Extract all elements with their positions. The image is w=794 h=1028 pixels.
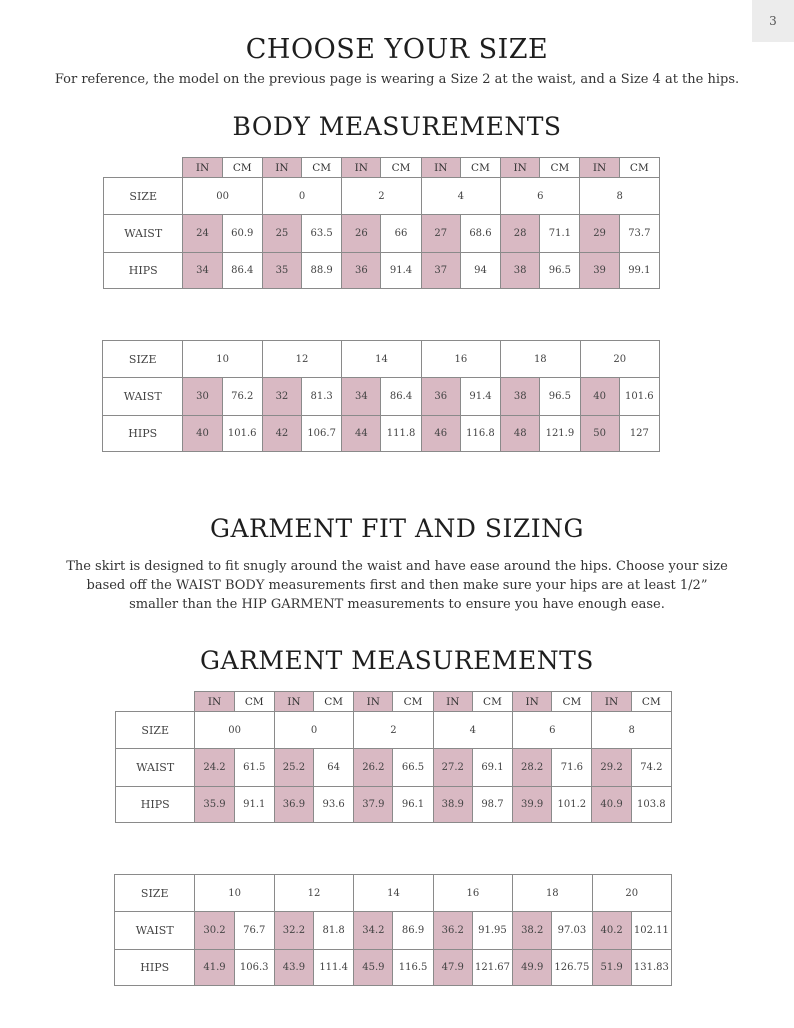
waist-in-value: 29 xyxy=(580,215,619,253)
unit-cm: CM xyxy=(393,692,433,712)
waist-cm-value: 76.2 xyxy=(222,378,262,416)
choose-size-title: CHOOSE YOUR SIZE xyxy=(245,34,549,65)
unit-in: IN xyxy=(513,692,552,712)
hips-label: HIPS xyxy=(104,253,183,289)
hips-in-value: 37 xyxy=(421,253,460,289)
hips-in-value: 35.9 xyxy=(195,787,234,823)
unit-cm: CM xyxy=(381,158,421,178)
size-label: SIZE xyxy=(115,875,195,912)
waist-cm-value: 71.1 xyxy=(540,215,580,253)
size-value: 14 xyxy=(354,875,433,912)
size-value: 2 xyxy=(342,178,421,215)
body-measurements-title: BODY MEASUREMENTS xyxy=(232,112,562,141)
hips-in-value: 39.9 xyxy=(513,787,552,823)
size-value: 00 xyxy=(183,178,262,215)
size-label: SIZE xyxy=(116,712,195,749)
size-value: 6 xyxy=(513,712,592,749)
unit-cm: CM xyxy=(302,158,342,178)
hips-in-value: 37.9 xyxy=(354,787,393,823)
size-value: 12 xyxy=(262,341,341,378)
hips-in-value: 34 xyxy=(183,253,222,289)
waist-cm-value: 63.5 xyxy=(302,215,342,253)
waist-in-value: 28 xyxy=(501,215,540,253)
waist-in-value: 27 xyxy=(421,215,460,253)
hips-cm-value: 111.8 xyxy=(381,416,421,452)
waist-in-value: 38 xyxy=(501,378,540,416)
hips-in-value: 50 xyxy=(580,416,619,452)
waist-cm-value: 101.6 xyxy=(619,378,659,416)
waist-cm-value: 96.5 xyxy=(540,378,580,416)
hips-in-value: 36.9 xyxy=(274,787,313,823)
waist-in-value: 24.2 xyxy=(195,749,234,787)
waist-cm-value: 97.03 xyxy=(552,912,592,950)
waist-cm-value: 64 xyxy=(314,749,354,787)
size-value: 14 xyxy=(342,341,421,378)
waist-in-value: 32 xyxy=(262,378,301,416)
hips-cm-value: 131.83 xyxy=(631,950,671,986)
hips-cm-value: 101.2 xyxy=(552,787,592,823)
waist-cm-value: 66.5 xyxy=(393,749,433,787)
blank-cell xyxy=(116,692,195,712)
waist-cm-value: 71.6 xyxy=(552,749,592,787)
hips-in-value: 35 xyxy=(262,253,301,289)
hips-label: HIPS xyxy=(115,950,195,986)
model-size-note: For reference, the model on the previous page is wearing a Size 2 at the waist, and a Size 4 at the hips. xyxy=(54,72,740,87)
waist-cm-value: 74.2 xyxy=(631,749,671,787)
hips-cm-value: 116.5 xyxy=(393,950,433,986)
waist-cm-value: 91.95 xyxy=(472,912,512,950)
size-value: 8 xyxy=(592,712,672,749)
unit-in: IN xyxy=(262,158,301,178)
waist-label: WAIST xyxy=(103,378,183,416)
hips-in-value: 44 xyxy=(342,416,381,452)
waist-cm-value: 86.9 xyxy=(393,912,433,950)
size-value: 0 xyxy=(262,178,341,215)
hips-cm-value: 91.1 xyxy=(234,787,274,823)
hips-cm-value: 96.5 xyxy=(540,253,580,289)
waist-in-value: 40.2 xyxy=(592,912,631,950)
hips-in-value: 45.9 xyxy=(354,950,393,986)
size-value: 16 xyxy=(433,875,512,912)
size-value: 18 xyxy=(513,875,592,912)
hips-in-value: 49.9 xyxy=(513,950,552,986)
size-value: 20 xyxy=(580,341,659,378)
size-value: 0 xyxy=(274,712,353,749)
waist-in-value: 29.2 xyxy=(592,749,631,787)
unit-in: IN xyxy=(580,158,619,178)
unit-in: IN xyxy=(592,692,631,712)
unit-cm: CM xyxy=(460,158,500,178)
hips-in-value: 48 xyxy=(501,416,540,452)
waist-in-value: 25.2 xyxy=(274,749,313,787)
hips-cm-value: 91.4 xyxy=(381,253,421,289)
hips-cm-value: 86.4 xyxy=(222,253,262,289)
unit-in: IN xyxy=(433,692,472,712)
hips-cm-value: 106.3 xyxy=(234,950,274,986)
blank-cell xyxy=(104,158,183,178)
hips-cm-value: 106.7 xyxy=(302,416,342,452)
hips-in-value: 38 xyxy=(501,253,540,289)
size-value: 4 xyxy=(421,178,500,215)
hips-in-value: 46 xyxy=(421,416,460,452)
waist-in-value: 26 xyxy=(342,215,381,253)
garment-fit-title: GARMENT FIT AND SIZING xyxy=(209,514,585,543)
unit-cm: CM xyxy=(552,692,592,712)
waist-in-value: 26.2 xyxy=(354,749,393,787)
waist-in-value: 38.2 xyxy=(513,912,552,950)
hips-label: HIPS xyxy=(116,787,195,823)
waist-in-value: 36 xyxy=(421,378,460,416)
waist-cm-value: 91.4 xyxy=(460,378,500,416)
size-label: SIZE xyxy=(104,178,183,215)
hips-label: HIPS xyxy=(103,416,183,452)
waist-cm-value: 81.3 xyxy=(302,378,342,416)
waist-in-value: 32.2 xyxy=(274,912,313,950)
hips-in-value: 41.9 xyxy=(195,950,234,986)
hips-cm-value: 111.4 xyxy=(314,950,354,986)
hips-cm-value: 93.6 xyxy=(314,787,354,823)
hips-in-value: 51.9 xyxy=(592,950,631,986)
unit-cm: CM xyxy=(619,158,659,178)
waist-cm-value: 86.4 xyxy=(381,378,421,416)
waist-in-value: 40 xyxy=(580,378,619,416)
size-value: 12 xyxy=(274,875,353,912)
waist-cm-value: 73.7 xyxy=(619,215,659,253)
waist-cm-value: 76.7 xyxy=(234,912,274,950)
hips-cm-value: 127 xyxy=(619,416,659,452)
waist-in-value: 30.2 xyxy=(195,912,234,950)
hips-cm-value: 121.9 xyxy=(540,416,580,452)
waist-in-value: 25 xyxy=(262,215,301,253)
unit-in: IN xyxy=(342,158,381,178)
waist-in-value: 30 xyxy=(183,378,222,416)
hips-cm-value: 116.8 xyxy=(460,416,500,452)
waist-label: WAIST xyxy=(116,749,195,787)
hips-cm-value: 121.67 xyxy=(472,950,512,986)
hips-in-value: 36 xyxy=(342,253,381,289)
waist-in-value: 27.2 xyxy=(433,749,472,787)
unit-in: IN xyxy=(195,692,234,712)
body-table-1 xyxy=(103,157,660,289)
hips-in-value: 42 xyxy=(262,416,301,452)
hips-cm-value: 103.8 xyxy=(631,787,671,823)
hips-cm-value: 98.7 xyxy=(472,787,512,823)
waist-in-value: 24 xyxy=(183,215,222,253)
unit-cm: CM xyxy=(234,692,274,712)
unit-in: IN xyxy=(501,158,540,178)
size-value: 16 xyxy=(421,341,500,378)
body-table-2 xyxy=(102,340,660,452)
size-value: 18 xyxy=(501,341,580,378)
hips-in-value: 47.9 xyxy=(433,950,472,986)
unit-cm: CM xyxy=(314,692,354,712)
hips-in-value: 43.9 xyxy=(274,950,313,986)
hips-cm-value: 94 xyxy=(460,253,500,289)
hips-in-value: 40.9 xyxy=(592,787,631,823)
unit-in: IN xyxy=(421,158,460,178)
unit-in: IN xyxy=(274,692,313,712)
hips-in-value: 40 xyxy=(183,416,222,452)
size-value: 20 xyxy=(592,875,671,912)
garment-fit-text: The skirt is designed to fit snugly around the waist and have ease around the hips. Choose your size based off the WAIST BODY measurements first and then make sure your hips are at least 1/2” smaller than the HIP GARMENT measurements to ensure you have enough ease. xyxy=(66,559,728,612)
size-label: SIZE xyxy=(103,341,183,378)
hips-cm-value: 96.1 xyxy=(393,787,433,823)
hips-cm-value: 126.75 xyxy=(552,950,592,986)
size-value: 00 xyxy=(195,712,274,749)
unit-cm: CM xyxy=(540,158,580,178)
size-value: 6 xyxy=(501,178,580,215)
unit-cm: CM xyxy=(222,158,262,178)
waist-in-value: 34.2 xyxy=(354,912,393,950)
waist-label: WAIST xyxy=(104,215,183,253)
waist-in-value: 36.2 xyxy=(433,912,472,950)
waist-cm-value: 69.1 xyxy=(472,749,512,787)
garment-table-2 xyxy=(114,874,672,986)
unit-cm: CM xyxy=(472,692,512,712)
waist-cm-value: 66 xyxy=(381,215,421,253)
waist-label: WAIST xyxy=(115,912,195,950)
size-value: 8 xyxy=(580,178,660,215)
hips-in-value: 39 xyxy=(580,253,619,289)
size-value: 4 xyxy=(433,712,512,749)
waist-in-value: 34 xyxy=(342,378,381,416)
waist-cm-value: 60.9 xyxy=(222,215,262,253)
waist-cm-value: 68.6 xyxy=(460,215,500,253)
garment-table-1 xyxy=(115,691,672,823)
unit-in: IN xyxy=(354,692,393,712)
waist-cm-value: 81.8 xyxy=(314,912,354,950)
unit-in: IN xyxy=(183,158,222,178)
unit-cm: CM xyxy=(631,692,671,712)
hips-cm-value: 88.9 xyxy=(302,253,342,289)
waist-cm-value: 102.11 xyxy=(631,912,671,950)
size-value: 2 xyxy=(354,712,433,749)
size-value: 10 xyxy=(183,341,262,378)
waist-cm-value: 61.5 xyxy=(234,749,274,787)
hips-cm-value: 101.6 xyxy=(222,416,262,452)
garment-measurements-title: GARMENT MEASUREMENTS xyxy=(200,646,594,675)
hips-in-value: 38.9 xyxy=(433,787,472,823)
page-number: 3 xyxy=(752,0,794,42)
hips-cm-value: 99.1 xyxy=(619,253,659,289)
size-value: 10 xyxy=(195,875,274,912)
waist-in-value: 28.2 xyxy=(513,749,552,787)
